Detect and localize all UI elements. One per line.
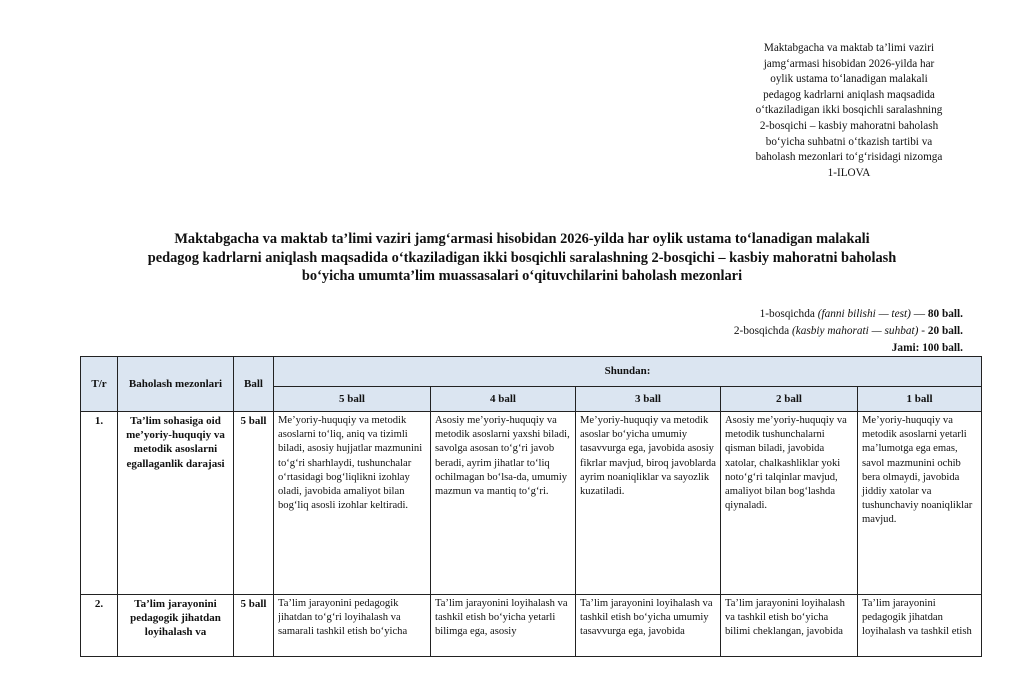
criterion-ball: 5 ball bbox=[240, 598, 267, 610]
criterion-name-cell bbox=[118, 595, 234, 657]
title-line: bo‘yicha umumta’lim muassasalari o‘qituvchilarini baholash mezonlari bbox=[301, 268, 743, 284]
stage1-separator: — bbox=[910, 308, 928, 320]
title-line: pedagog kadrlarni aniqlash maqsadida o‘tkaziladigan ikki bosqichli saralashning 2-bosqichi – kasbiy mahoratni baholash bbox=[147, 249, 897, 266]
score-5-description: Ta’lim jarayonini pedagogik jihatdan to‘g‘ri loyihalash va samarali tashkil etish bo‘yicha bbox=[278, 598, 408, 638]
header-tr: T/r bbox=[81, 357, 118, 412]
header-score-5: 5 ball bbox=[274, 387, 431, 412]
table-row bbox=[81, 595, 982, 657]
annex-line: baholash mezonlari to‘g‘risidagi nizomga bbox=[755, 151, 943, 164]
criterion-name: Ta’lim jarayonini pedagogik jihatdan loyihalash va bbox=[130, 598, 221, 639]
score-3-description: Me’yoriy-huquqiy va metodik asoslar bo‘yicha umumiy tasavvurga ega, javobida asosiy fikrlar mavjud, biroq javoblarda ayrim noaniqliklar va sayozlik kuzatiladi. bbox=[576, 412, 721, 595]
table-row bbox=[81, 412, 982, 595]
score-4-cell bbox=[431, 595, 576, 657]
stage1-line bbox=[734, 306, 963, 323]
annex-note bbox=[718, 41, 980, 181]
score-2-description: Asosiy me’yoriy-huquqiy va metodik tushunchalarni qisman biladi, javobida xatolar, chalkashliklar yoki noto‘g‘ri talqinlar mavjud, amaliyot bilan bog‘lashda qiynaladi. bbox=[721, 412, 858, 595]
header-shundan: Shundan: bbox=[274, 357, 982, 387]
criteria-table bbox=[80, 356, 982, 657]
annex-line: oylik ustama to‘lanadigan malakali bbox=[770, 73, 928, 86]
annex-line: 2-bosqichi – kasbiy mahoratni baholash bbox=[759, 119, 939, 132]
header-ball: Ball bbox=[234, 357, 274, 412]
score-2-description: Ta’lim jarayonini loyihalash va tashkil etish bo‘yicha bilimi cheklangan, javobida bbox=[725, 598, 845, 638]
stage2-line bbox=[734, 323, 963, 340]
header-score-4: 4 ball bbox=[431, 387, 576, 412]
criterion-ball: 5 ball bbox=[234, 412, 274, 595]
header-score-1: 1 ball bbox=[858, 387, 982, 412]
points-summary bbox=[734, 306, 963, 357]
stage2-separator: - bbox=[918, 325, 928, 337]
score-4-description: Asosiy me’yoriy-huquqiy va metodik asoslarni yaxshi biladi, savolga asosan to‘g‘ri javob beradi, ayrim jihatlar to‘liq ochilmagan bo‘lsa-da, umumiy mazmun va mantiq to‘g‘ri. bbox=[431, 412, 576, 595]
annex-line: pedagog kadrlarni aniqlash maqsadida bbox=[763, 88, 935, 101]
header-score-2: 2 ball bbox=[721, 387, 858, 412]
title-line: Maktabgacha va maktab ta’limi vaziri jamg‘armasi hisobidan 2026-yilda har oylik ustama to‘lanadigan malakali bbox=[174, 231, 870, 247]
score-3-description: Ta’lim jarayonini loyihalash va tashkil etish bo‘yicha umumiy tasavvurga ega, javobida bbox=[580, 598, 713, 638]
score-5-cell bbox=[274, 595, 431, 657]
criterion-ball-cell bbox=[234, 595, 274, 657]
row-number bbox=[81, 595, 118, 657]
score-1-description: Me’yoriy-huquqiy va metodik asoslarni yetarli ma’lumotga ega emas, savol mazmunini ochib bera olmaydi, javobida jiddiy xatolar va tushunchaviy noaniqliklar mavjud. bbox=[858, 412, 982, 595]
annex-line: o‘tkaziladigan ikki bosqichli saralashning bbox=[755, 104, 943, 117]
annex-line: jamg‘armasi hisobidan 2026-yilda har bbox=[763, 57, 935, 70]
stage2-points: 20 ball. bbox=[927, 325, 963, 337]
total-points: Jami: 100 ball. bbox=[891, 342, 963, 354]
score-3-cell bbox=[576, 595, 721, 657]
annex-line: Maktabgacha va maktab ta’limi vaziri bbox=[763, 42, 935, 54]
annex-number: 1-ILOVA bbox=[827, 166, 871, 179]
score-5-description: Me’yoriy-huquqiy va metodik asoslarni to‘liq, aniq va tizimli biladi, asosiy hujjatlar mazmunini to‘g‘ri sharhlaydi, tushunchalar o‘rtasidagi bog‘liqlikni izohlay oladi, javobida amaliyot bilan bog‘liq asosli izohlar keltiradi. bbox=[274, 412, 431, 595]
score-1-cell bbox=[858, 595, 982, 657]
stage2-method: (kasbiy mahorati — suhbat) bbox=[791, 325, 919, 337]
header-criteria: Baholash mezonlari bbox=[118, 357, 234, 412]
total-line bbox=[734, 340, 963, 357]
header-score-3: 3 ball bbox=[576, 387, 721, 412]
score-1-description: Ta’lim jarayonini pedagogik jihatdan loyihalash va tashkil etish bbox=[862, 598, 972, 638]
stage1-label: 1-bosqichda bbox=[759, 308, 818, 320]
stage2-label: 2-bosqichda bbox=[733, 325, 792, 337]
row-number: 1. bbox=[81, 412, 118, 595]
annex-line: bo‘yicha suhbatni o‘tkazish tartibi va bbox=[765, 135, 933, 148]
document-title bbox=[60, 230, 984, 286]
criterion-name: Ta’lim sohasiga oid me’yoriy-huquqiy va metodik asoslarni egallaganlik darajasi bbox=[118, 412, 234, 595]
stage1-method: (fanni bilishi — test) bbox=[817, 308, 911, 320]
stage1-points: 80 ball. bbox=[927, 308, 963, 320]
cell-content: 2. bbox=[94, 598, 104, 610]
score-4-description: Ta’lim jarayonini loyihalash va tashkil etish bo‘yicha yetarli bilimga ega, asosiy bbox=[435, 598, 568, 638]
score-2-cell bbox=[721, 595, 858, 657]
